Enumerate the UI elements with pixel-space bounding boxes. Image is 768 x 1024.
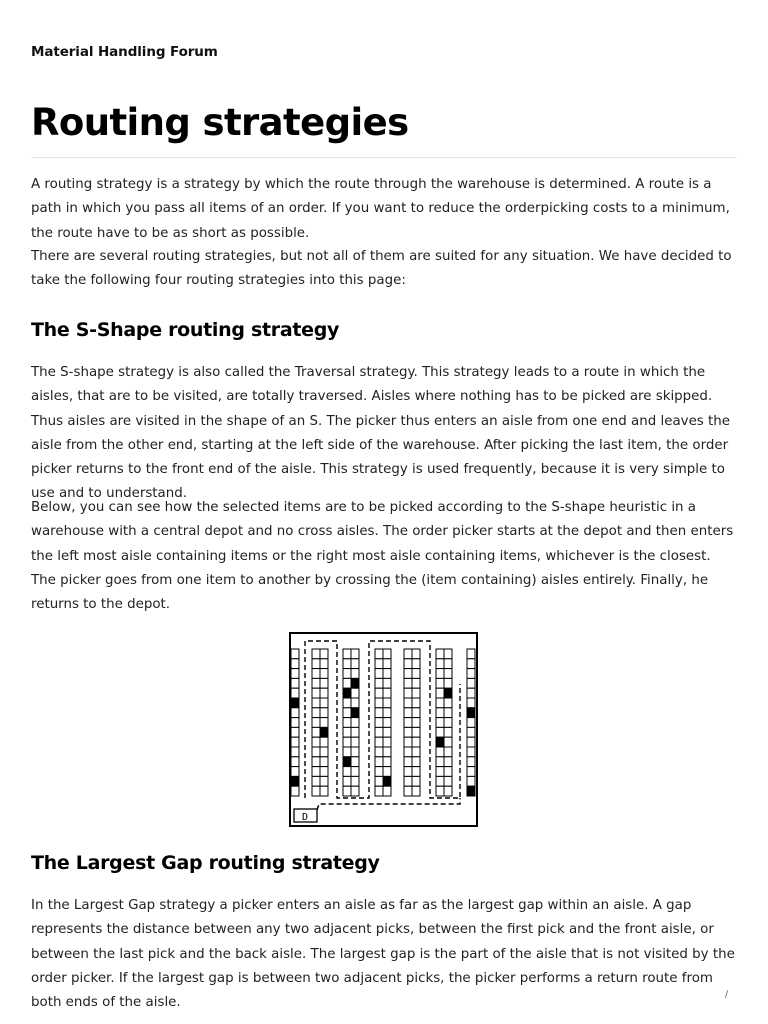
rack-cell: [436, 659, 444, 669]
rack-cell: [320, 737, 328, 747]
rack-cell: [312, 786, 320, 796]
rack-cell: [383, 786, 391, 796]
rack-cell: [375, 747, 383, 757]
depot-label: D: [302, 812, 309, 823]
rack-cell: [412, 649, 420, 659]
rack-cell: [320, 678, 328, 688]
pick-location: [467, 708, 475, 718]
rack-cell: [404, 767, 412, 777]
rack-cell: [383, 649, 391, 659]
rack-cell: [404, 786, 412, 796]
rack-cell: [412, 737, 420, 747]
rack-cell: [351, 786, 359, 796]
rack-cell: [436, 678, 444, 688]
rack-cell: [467, 776, 475, 786]
rack-cell: [404, 669, 412, 679]
pick-location: [291, 776, 299, 786]
pick-location: [343, 757, 351, 767]
rack-cell: [343, 669, 351, 679]
pick-location: [436, 737, 444, 747]
rack-cell: [343, 786, 351, 796]
rack-cell: [343, 698, 351, 708]
pick-location: [351, 708, 359, 718]
rack-cell: [291, 767, 299, 777]
rack-cell: [351, 649, 359, 659]
rack-cell: [383, 659, 391, 669]
rack-cell: [343, 649, 351, 659]
rack-cell: [312, 718, 320, 728]
rack-cell: [436, 708, 444, 718]
page-number: /: [724, 990, 728, 1000]
rack-cell: [312, 669, 320, 679]
rack-cell: [343, 776, 351, 786]
rack-cell: [404, 757, 412, 767]
rack-cell: [383, 708, 391, 718]
rack-cell: [444, 708, 452, 718]
rack-cell: [404, 659, 412, 669]
rack-cell: [383, 737, 391, 747]
rack-cell: [375, 698, 383, 708]
rack-cell: [351, 659, 359, 669]
rack-cell: [412, 688, 420, 698]
rack-cell: [467, 718, 475, 728]
rack-cell: [375, 678, 383, 688]
rack-cell: [375, 786, 383, 796]
rack-cell: [412, 776, 420, 786]
rack-cell: [291, 688, 299, 698]
largestgap-heading: The Largest Gap routing strategy: [31, 852, 380, 874]
rack-cell: [312, 727, 320, 737]
rack-cell: [291, 737, 299, 747]
largestgap-paragraph-1: In the Largest Gap strategy a picker enters an aisle as far as the largest gap within an aisle. A gap represents the distance between any two adjacent picks, between the first pick and the front aisle, or between the last pick and the back aisle. The largest gap is the part of the aisle that is not visited by the order picker. If the largest gap is between two adjacent picks, the picker performs a return route from both ends of the aisle.: [31, 898, 735, 1011]
rack-cell: [436, 669, 444, 679]
rack-cell: [320, 757, 328, 767]
sshape-warehouse-diagram: [289, 632, 478, 827]
rack-cell: [291, 649, 299, 659]
rack-cell: [444, 786, 452, 796]
intro-paragraph-1: A routing strategy is a strategy by which the route through the warehouse is determined. A route is a path in which you pass all items of an order. If you want to reduce the orderpicking costs to a minimum, the route have to be as short as possible.: [31, 177, 730, 241]
pick-location: [467, 786, 475, 796]
rack-cell: [412, 747, 420, 757]
rack-cell: [412, 727, 420, 737]
rack-cell: [291, 747, 299, 757]
rack-cell: [375, 737, 383, 747]
rack-cell: [320, 776, 328, 786]
rack-cell: [444, 737, 452, 747]
rack-cell: [320, 659, 328, 669]
rack-cell: [444, 757, 452, 767]
pick-location: [343, 688, 351, 698]
rack-cell: [467, 747, 475, 757]
rack-cell: [436, 718, 444, 728]
rack-cell: [383, 698, 391, 708]
rack-cell: [375, 659, 383, 669]
rack-cell: [412, 678, 420, 688]
rack-cell: [444, 649, 452, 659]
rack-cell: [383, 718, 391, 728]
site-title[interactable]: Material Handling Forum: [31, 44, 218, 60]
rack-cell: [343, 747, 351, 757]
rack-cell: [312, 767, 320, 777]
rack-cell: [351, 737, 359, 747]
rack-cell: [383, 669, 391, 679]
rack-cell: [412, 718, 420, 728]
sshape-paragraph-2: Below, you can see how the selected items are to be picked according to the S-shape heuristic in a warehouse with a central depot and no cross aisles. The order picker starts at the depot and then enters the left most aisle containing items or the right most aisle containing items, whichever is the closest. The picker goes from one item to another by crossing the (item containing) aisles entirely. Finally, he returns to the depot.: [31, 500, 734, 613]
rack-cell: [383, 727, 391, 737]
rack-cell: [320, 688, 328, 698]
pick-location: [444, 688, 452, 698]
rack-cell: [291, 786, 299, 796]
rack-cell: [467, 669, 475, 679]
rack-cell: [383, 747, 391, 757]
rack-cell: [404, 737, 412, 747]
rack-cell: [375, 776, 383, 786]
rack-cell: [467, 688, 475, 698]
rack-cell: [291, 659, 299, 669]
rack-cell: [404, 776, 412, 786]
rack-cell: [312, 757, 320, 767]
rack-cell: [383, 757, 391, 767]
rack-cell: [320, 698, 328, 708]
pick-location: [383, 776, 391, 786]
rack-cell: [312, 708, 320, 718]
rack-cell: [320, 718, 328, 728]
rack-cell: [320, 649, 328, 659]
rack-cell: [444, 776, 452, 786]
title-divider: [31, 157, 737, 158]
rack-cell: [467, 757, 475, 767]
rack-cell: [351, 767, 359, 777]
rack-cell: [291, 669, 299, 679]
rack-cell: [343, 659, 351, 669]
rack-cell: [312, 688, 320, 698]
rack-cell: [351, 747, 359, 757]
rack-cell: [467, 737, 475, 747]
rack-cell: [412, 767, 420, 777]
rack-cell: [375, 688, 383, 698]
rack-cell: [291, 678, 299, 688]
sshape-paragraph-1: The S-shape strategy is also called the Traversal strategy. This strategy leads to a route in which the aisles, that are to be visited, are totally traversed. Aisles where nothing has to be picked are skipped. Thus aisles are visited in the shape of an S. The picker thus enters an aisle from one end and leaves the aisle from the other end, starting at the left side of the warehouse. After picking the last item, the order picker returns to the front end of the aisle. This strategy is used frequently, because it is very simple to use and to understand.: [31, 365, 731, 502]
rack-cell: [343, 767, 351, 777]
rack-cell: [312, 678, 320, 688]
rack-cell: [436, 698, 444, 708]
rack-cell: [291, 718, 299, 728]
rack-cell: [375, 669, 383, 679]
intro-paragraph-2: There are several routing strategies, but not all of them are suited for any situation. We have decided to take the following four routing strategies into this page:: [31, 249, 732, 289]
rack-cell: [436, 649, 444, 659]
rack-cell: [467, 767, 475, 777]
page-title: Routing strategies: [31, 101, 409, 144]
rack-cell: [444, 669, 452, 679]
rack-cell: [444, 678, 452, 688]
rack-cell: [412, 786, 420, 796]
rack-cell: [436, 688, 444, 698]
rack-cell: [436, 786, 444, 796]
rack-cell: [436, 757, 444, 767]
rack-cell: [343, 708, 351, 718]
rack-cell: [444, 727, 452, 737]
rack-cell: [404, 727, 412, 737]
rack-cell: [412, 659, 420, 669]
rack-cell: [343, 678, 351, 688]
rack-cell: [444, 747, 452, 757]
sshape-heading: The S-Shape routing strategy: [31, 319, 340, 341]
rack-cell: [383, 767, 391, 777]
rack-cell: [404, 688, 412, 698]
rack-cell: [375, 718, 383, 728]
rack-cell: [320, 786, 328, 796]
rack-cell: [312, 747, 320, 757]
rack-cell: [351, 688, 359, 698]
rack-cell: [375, 757, 383, 767]
pick-location: [291, 698, 299, 708]
rack-cell: [312, 737, 320, 747]
rack-cell: [444, 767, 452, 777]
rack-cell: [444, 698, 452, 708]
rack-cell: [467, 727, 475, 737]
rack-cell: [404, 649, 412, 659]
rack-cell: [375, 649, 383, 659]
rack-cell: [351, 669, 359, 679]
pick-location: [351, 678, 359, 688]
rack-cell: [291, 708, 299, 718]
rack-cell: [351, 698, 359, 708]
rack-cell: [312, 776, 320, 786]
rack-cell: [444, 718, 452, 728]
rack-cell: [404, 708, 412, 718]
rack-cell: [436, 747, 444, 757]
rack-cell: [343, 727, 351, 737]
rack-cell: [467, 649, 475, 659]
rack-cell: [291, 727, 299, 737]
rack-cell: [412, 757, 420, 767]
rack-cell: [404, 718, 412, 728]
rack-cell: [383, 688, 391, 698]
rack-cell: [412, 708, 420, 718]
rack-cell: [375, 727, 383, 737]
rack-cell: [320, 747, 328, 757]
rack-cell: [404, 678, 412, 688]
rack-cell: [343, 737, 351, 747]
rack-cell: [467, 678, 475, 688]
rack-cell: [312, 649, 320, 659]
rack-cell: [351, 757, 359, 767]
rack-cell: [375, 767, 383, 777]
rack-cell: [467, 698, 475, 708]
rack-cell: [312, 698, 320, 708]
rack-cell: [320, 669, 328, 679]
rack-cell: [351, 718, 359, 728]
rack-cell: [436, 767, 444, 777]
rack-cell: [404, 747, 412, 757]
rack-cell: [351, 776, 359, 786]
rack-cell: [444, 659, 452, 669]
rack-cell: [375, 708, 383, 718]
rack-cell: [320, 708, 328, 718]
rack-cell: [343, 718, 351, 728]
rack-cell: [320, 767, 328, 777]
storage-racks: [291, 649, 475, 796]
rack-cell: [383, 678, 391, 688]
rack-cell: [467, 659, 475, 669]
rack-cell: [312, 659, 320, 669]
rack-cell: [412, 669, 420, 679]
pick-location: [320, 727, 328, 737]
rack-cell: [436, 776, 444, 786]
rack-cell: [412, 698, 420, 708]
rack-cell: [291, 757, 299, 767]
rack-cell: [351, 727, 359, 737]
rack-cell: [436, 727, 444, 737]
rack-cell: [404, 698, 412, 708]
